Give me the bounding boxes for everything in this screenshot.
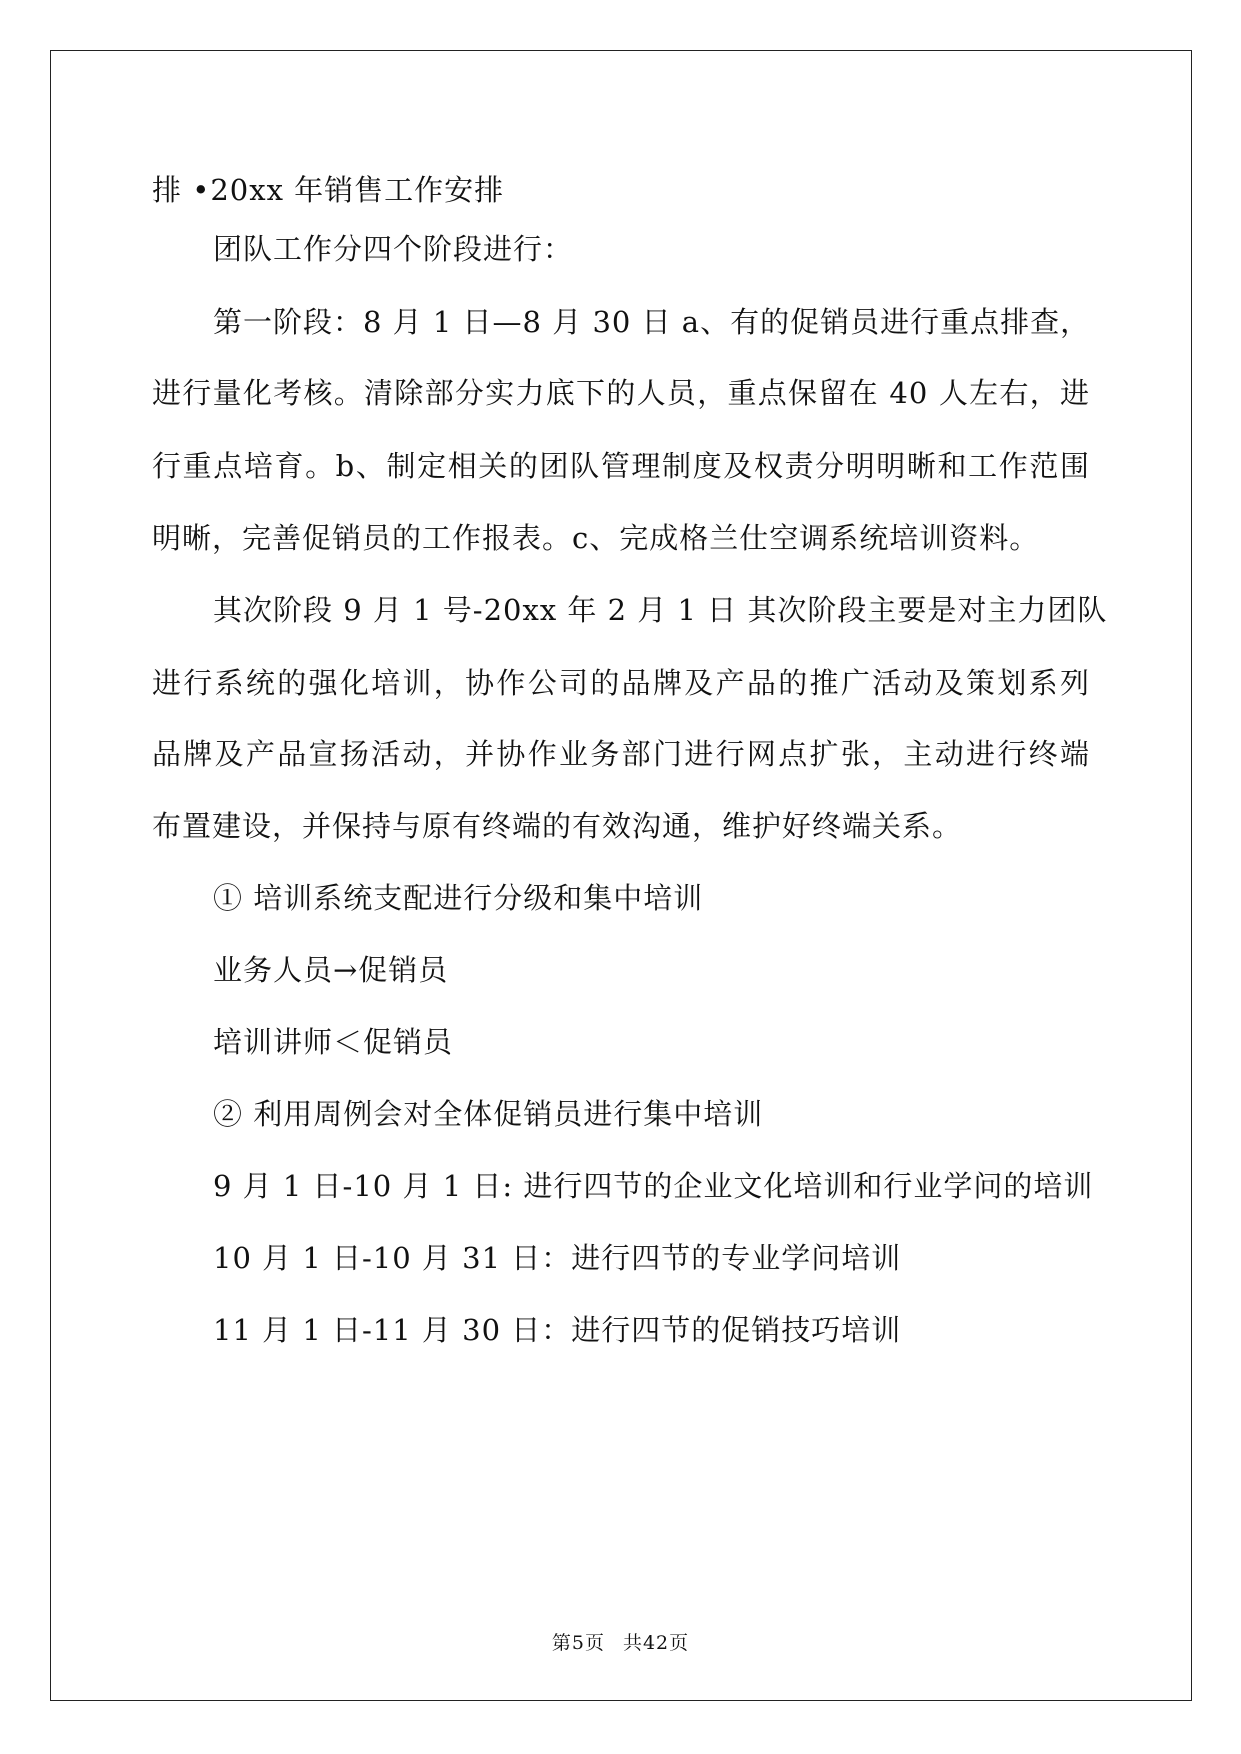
page-footer [0,1630,1241,1656]
paragraph-line: 进行量化考核。清除部分实力底下的人员，重点保留在 40 人左右，进 [152,376,1090,410]
list-item: 业务人员→促销员 [213,953,449,987]
paragraph-line: 第一阶段：8 月 1 日—8 月 30 日 a、有的促销员进行重点排查， [213,305,1091,339]
list-item: 培训讲师＜促销员 [213,1025,454,1059]
paragraph-line: 布置建设，并保持与原有终端的有效沟通，维护好终端关系。 [152,809,963,843]
list-item: ① 培训系统支配进行分级和集中培训 [213,881,704,915]
list-item: ② 利用周例会对全体促销员进行集中培训 [213,1097,764,1131]
schedule-item: 10 月 1 日-10 月 31 日：进行四节的专业学问培训 [213,1241,902,1275]
section-heading: 排 •20xx 年销售工作安排 [152,173,505,207]
page-border [50,50,1192,1701]
page-number: 第5页 [551,1632,605,1654]
paragraph-line: 行重点培育。b、制定相关的团队管理制度及权责分明明晰和工作范围 [152,449,1090,483]
paragraph-line: 其次阶段 9 月 1 号-20xx 年 2 月 1 日 其次阶段主要是对主力团队 [213,593,1108,627]
paragraph-line: 进行系统的强化培训，协作公司的品牌及产品的推广活动及策划系列 [152,666,1090,700]
schedule-item: 11 月 1 日-11 月 30 日：进行四节的促销技巧培训 [213,1313,902,1347]
paragraph-line: 品牌及产品宣扬活动，并协作业务部门进行网点扩张，主动进行终端 [152,737,1090,771]
paragraph-line: 明晰，完善促销员的工作报表。c、完成格兰仕空调系统培训资料。 [152,521,1040,555]
page-total: 共42页 [622,1632,690,1654]
schedule-item: 9 月 1 日-10 月 1 日: 进行四节的企业文化培训和行业学问的培训 [213,1169,1094,1203]
paragraph-line: 团队工作分四个阶段进行： [213,232,574,266]
